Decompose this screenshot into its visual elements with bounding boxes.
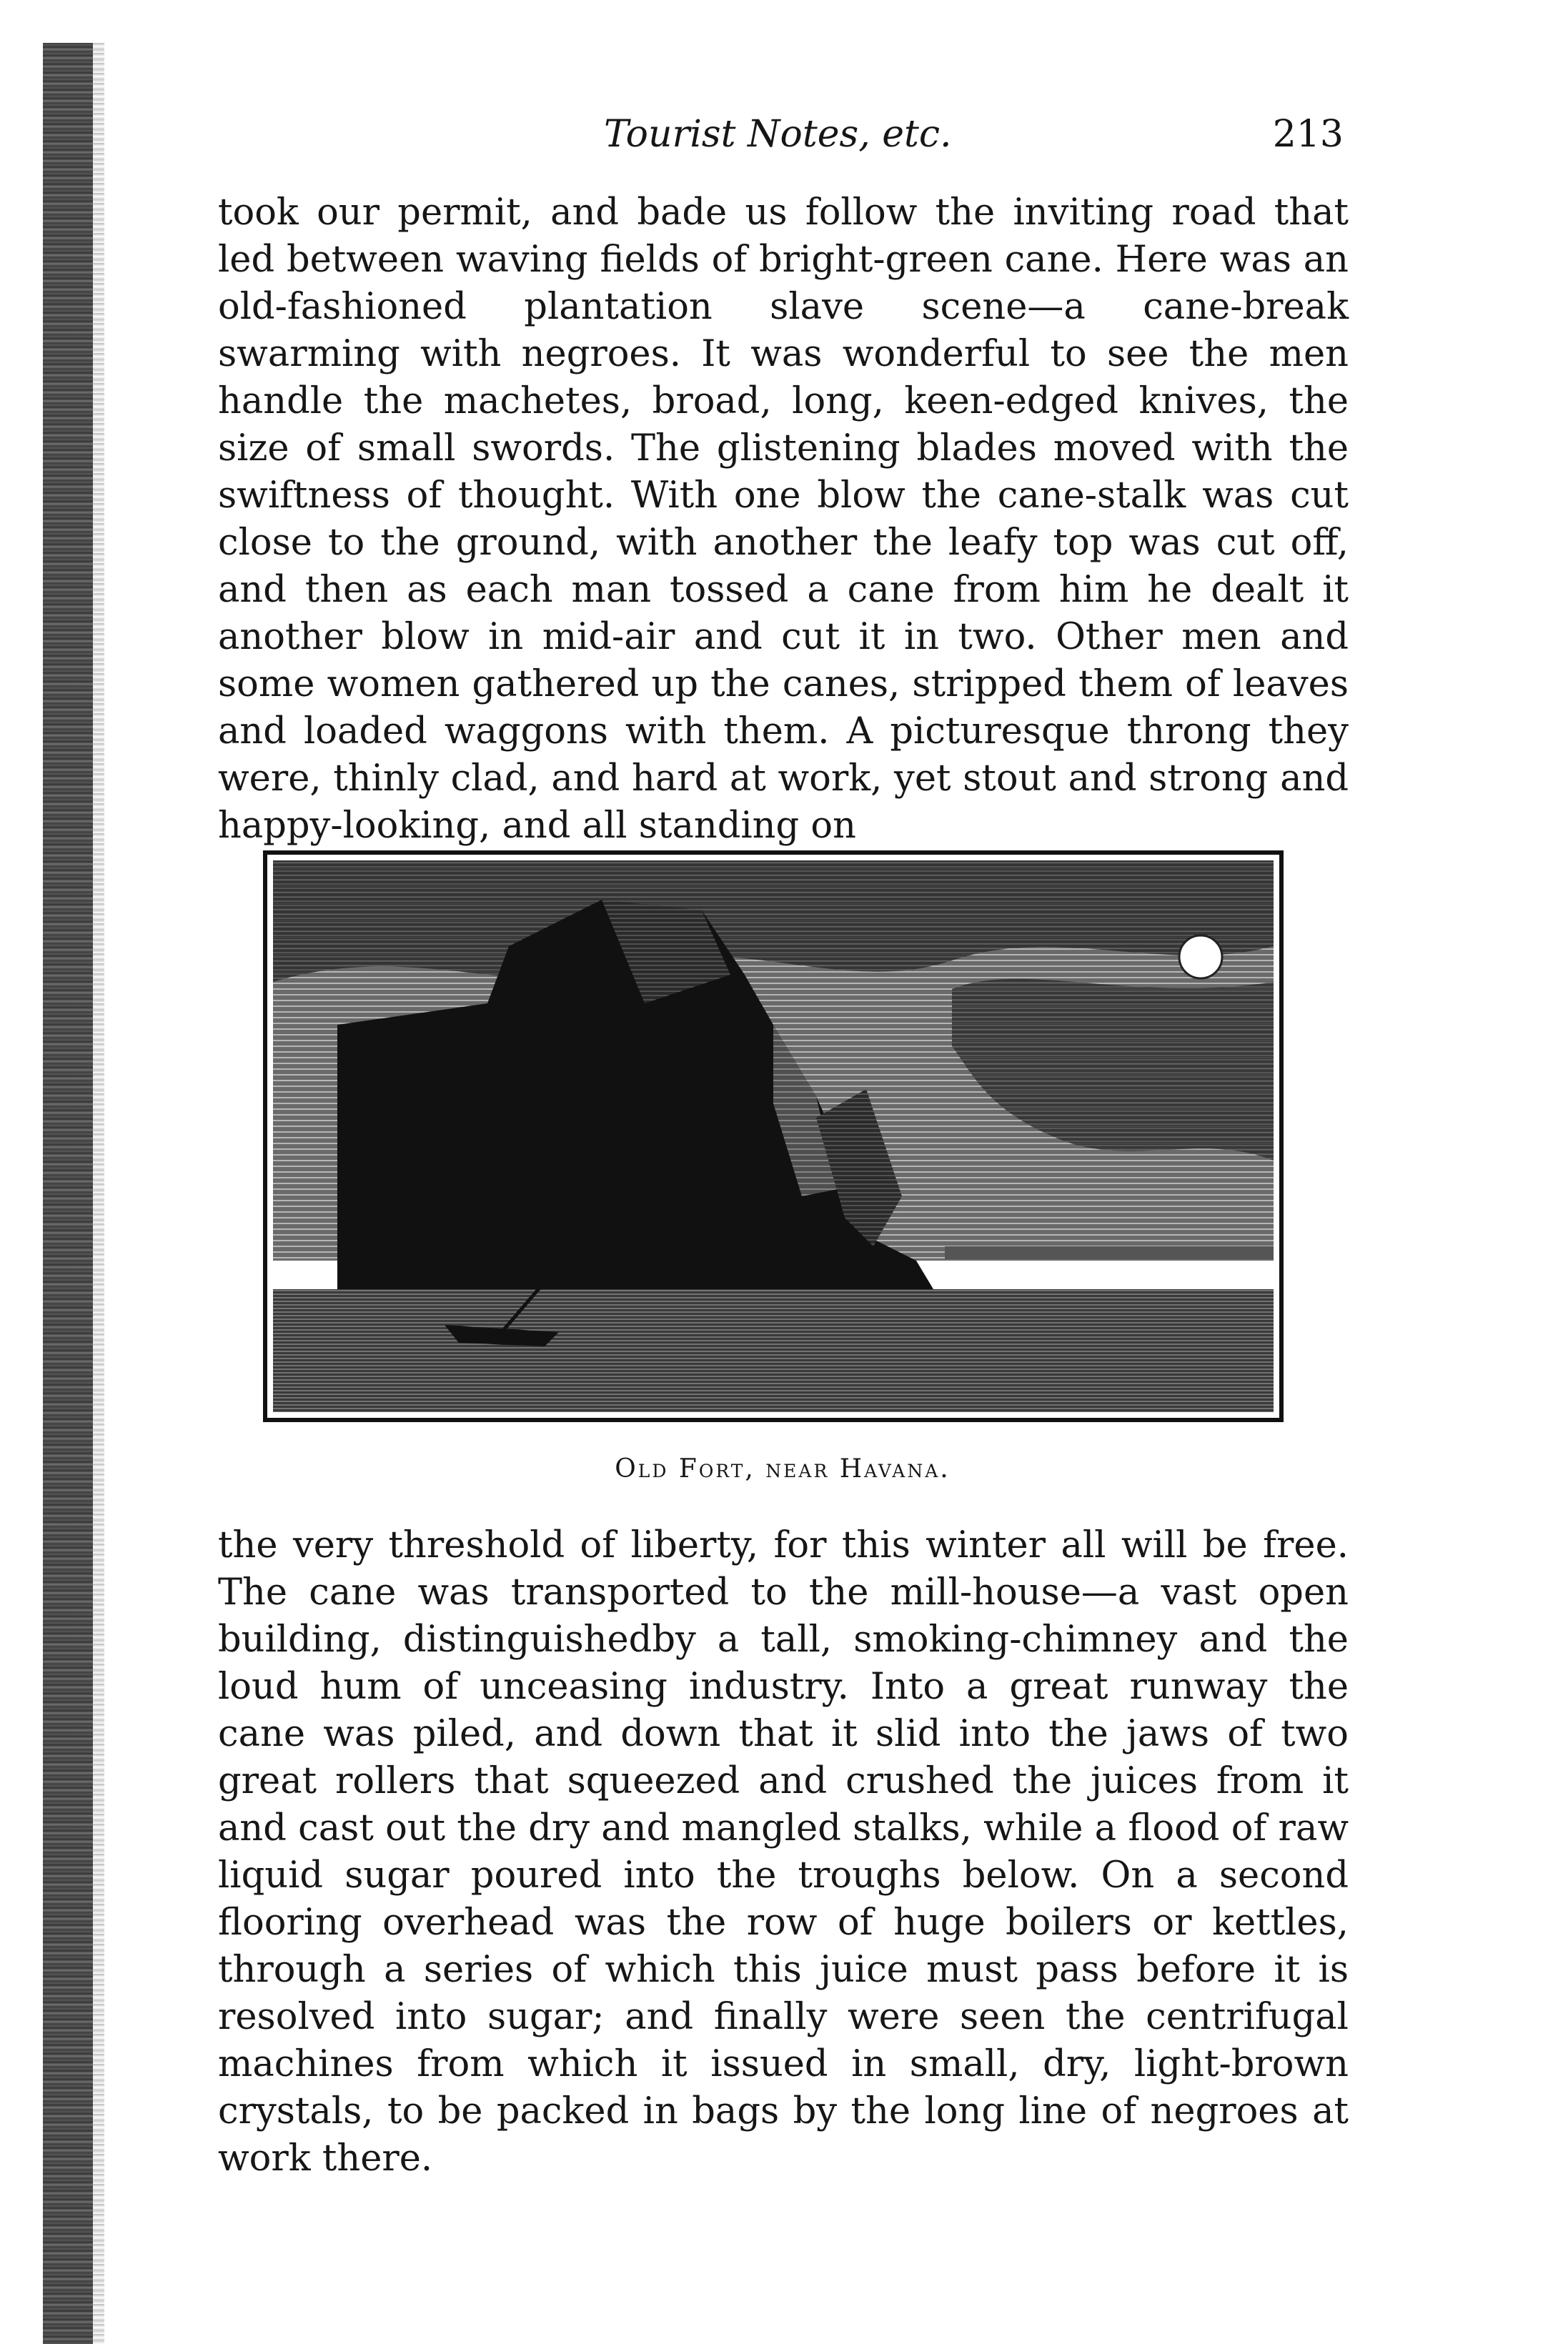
page-number: 213: [1272, 113, 1344, 156]
figure-caption: Old Fort, near Havana.: [615, 1454, 951, 1484]
running-title: Tourist Notes, etc.: [604, 113, 952, 156]
paragraph-top: took our permit, and bade us follow the inviting road that led between waving fields of bright-green cane. Here was an old-fashioned plantation slave scene—a cane-break swarming with negroes. It was wonderful to see the men handle the machetes, broad, long, keen-edged knives, the size of small swords. The glistening blades moved with the swiftness of thought. With one blow the cane-stalk was cut close to the ground, with another the leafy top was cut off, and then as each man tossed a cane from him he dealt it another blow in mid-air and cut it in two. Other men and some women gathered up the canes, stripped them of leaves and loaded waggons with them. A picturesque throng they were, thinly clad, and hard at work, yet stout and strong and happy-looking, and all standing on: [218, 192, 1349, 847]
paragraph-bottom: the very threshold of liberty, for this winter all will be free. The cane was transported to the mill-house—a vast open building, distinguishedby a tall, smoking-chimney and the loud hum of unceasing industry. Into a great runway the cane was piled, and down that it slid into the jaws of two great rollers that squeezed and crushed the juices from it and cast out the dry and mangled stalks, while a flood of raw liquid sugar poured into the troughs below. On a second flooring overhead was the row of huge boilers or kettles, through a series of which this juice must pass before it is resolved into sugar; and finally were seen the centrifugal machines from which it issued in small, dry, light-brown crystals, to be packed in bags by the long line of negroes at work there.: [218, 1524, 1349, 2180]
moon: [1179, 935, 1222, 978]
distant-shore: [945, 1246, 1274, 1259]
old-fort-illustration: [273, 860, 1274, 1412]
running-head: [214, 106, 1344, 163]
scanned-binding-edge: [43, 43, 93, 2344]
figure-old-fort: [263, 850, 1284, 1422]
water: [273, 1289, 1274, 1412]
